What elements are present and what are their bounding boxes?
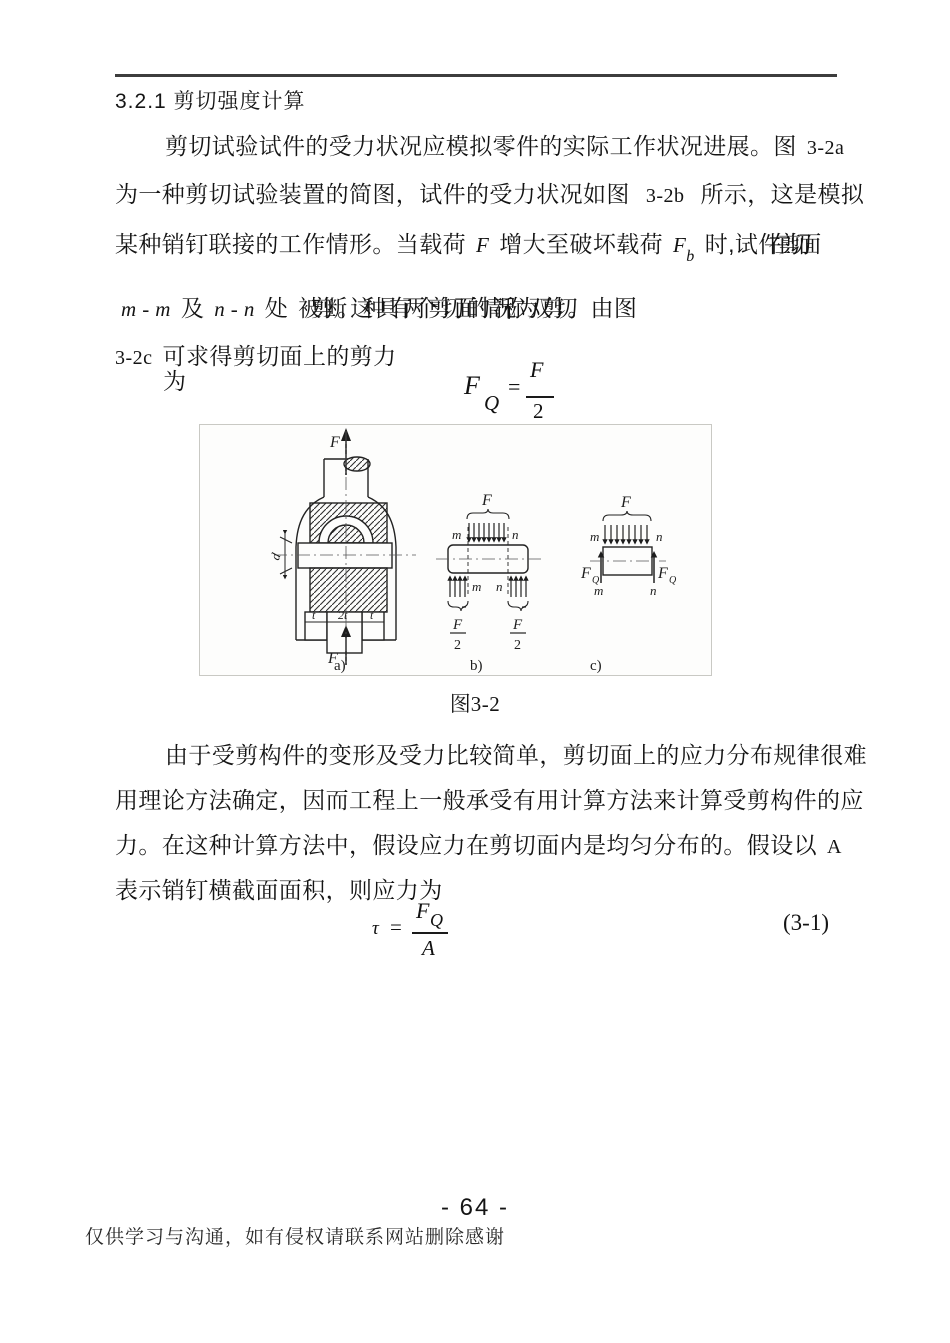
footer-note: 仅供学习与沟通，如有侵权请联系网站删除感谢 bbox=[85, 1227, 506, 1248]
caption-number: 3-2 bbox=[470, 692, 501, 716]
garbled-overlap-text: 件在剪切 bbox=[758, 231, 799, 257]
label-n-top-b: n bbox=[512, 527, 519, 542]
label-FQ-left-sub: Q bbox=[592, 575, 600, 586]
fraction-numerator-Q-subscript: Q bbox=[430, 910, 443, 930]
body-line bbox=[121, 290, 851, 323]
body-text-segment: 某种销钉联接的工作情形。当载荷 bbox=[115, 231, 466, 257]
body-text-segment: 及 bbox=[180, 295, 205, 321]
label-m-bot-c: m bbox=[594, 583, 604, 598]
math-symbol-nn: n - n bbox=[214, 297, 255, 321]
figure-ref: 3-2b bbox=[645, 185, 685, 207]
label-F2-den-right: 2 bbox=[514, 638, 521, 653]
fraction-bar bbox=[412, 932, 448, 934]
body-line bbox=[115, 226, 845, 265]
label-F-bottom-a: F bbox=[328, 650, 338, 667]
label-t-left: t bbox=[312, 608, 316, 622]
figure-3-2-image bbox=[199, 424, 712, 676]
body-text-segment: 由图 bbox=[590, 295, 638, 321]
figure-3-2-drawing bbox=[200, 425, 711, 675]
math-subscript-b: b bbox=[686, 247, 695, 265]
label-FQ-left: F bbox=[581, 565, 591, 582]
figure-caption bbox=[0, 688, 950, 718]
body-line bbox=[115, 782, 864, 815]
formula-F: F bbox=[464, 371, 480, 400]
caption-zh: 图 bbox=[449, 693, 471, 716]
body-text-segment: 所示，这是模拟 bbox=[700, 181, 865, 207]
label-F-c: F bbox=[621, 494, 631, 511]
body-line bbox=[115, 827, 845, 860]
body-text-segment: 为 bbox=[163, 368, 187, 394]
label-FQ-right-sub: Q bbox=[669, 575, 677, 586]
label-2t: 2t bbox=[338, 608, 348, 622]
figure-ref: 3-2a bbox=[806, 137, 845, 159]
fraction-numerator: F bbox=[530, 357, 544, 382]
formula-shear-force bbox=[458, 357, 588, 427]
label-m-top-c: m bbox=[590, 529, 600, 544]
equals-sign: = bbox=[390, 915, 402, 939]
top-rule bbox=[115, 74, 837, 77]
math-symbol-F: F bbox=[476, 233, 490, 257]
formula-tau: τ bbox=[372, 918, 379, 939]
fraction-denominator: 2 bbox=[533, 399, 544, 423]
formula-Q-subscript: Q bbox=[484, 391, 500, 415]
label-d: d bbox=[267, 551, 284, 562]
fraction-bar bbox=[526, 396, 554, 398]
body-text-segment: 由于受剪构件的变形及受力比较简单，剪切面上的应力分布规律很难 bbox=[165, 742, 867, 768]
body-text-segment: 用理论方法确定，因而工程上一般承受有用计算方法来计算受剪构件的应 bbox=[115, 787, 864, 813]
body-text-segment: 为一种剪切试验装置的简图，试件的受力状况如图 bbox=[115, 181, 630, 207]
fraction-numerator-F: F bbox=[416, 898, 430, 923]
label-b: b) bbox=[470, 658, 483, 674]
label-n-top-c: n bbox=[656, 529, 663, 544]
equals-sign: = bbox=[508, 374, 521, 399]
body-line bbox=[115, 128, 845, 161]
math-symbol-mm: m - m bbox=[121, 297, 171, 321]
label-F2-num-right: F bbox=[513, 617, 523, 633]
body-text-segment: 处 bbox=[264, 295, 289, 321]
label-FQ-right: F bbox=[658, 565, 668, 582]
body-text-segment: 可求得剪切面上的剪力 bbox=[162, 343, 397, 369]
label-F2-den-left: 2 bbox=[454, 638, 461, 653]
garbled-overlap-text: 被剪断。这种具有两个剪切面的情况,称为双剪切。 bbox=[298, 295, 581, 321]
label-c: c) bbox=[590, 658, 602, 674]
fraction-denominator-A: A bbox=[422, 936, 435, 960]
math-symbol-Fb: F bbox=[673, 233, 687, 257]
body-text-segment: 剪切试验试件的受力状况应模拟零件的实际工作状况进展。图 bbox=[165, 133, 797, 159]
formula-shear-stress bbox=[368, 898, 528, 968]
subfigure-a bbox=[274, 428, 416, 665]
equation-number: (3-1) bbox=[783, 910, 829, 935]
label-m-top-b: m bbox=[452, 527, 462, 542]
body-text-segment: 面 bbox=[798, 231, 822, 257]
body-text-segment: 增大至破坏载荷 bbox=[499, 231, 664, 257]
label-n-bot-c: n bbox=[650, 583, 657, 598]
section-heading: 3.2.1 剪切强度计算 bbox=[115, 90, 306, 113]
label-t-right: t bbox=[370, 608, 374, 622]
label-m-mid-b: m bbox=[472, 579, 482, 594]
label-a: a) bbox=[334, 658, 346, 674]
body-text-segment: 力。在这种计算方法中，假设应力在剪切面内是均匀分布的。假设以 bbox=[115, 832, 817, 858]
body-text-segment: 时,试 bbox=[704, 231, 759, 257]
label-n-mid-b: n bbox=[496, 579, 503, 594]
subfigure-c bbox=[590, 511, 666, 583]
label-F-b: F bbox=[482, 492, 492, 509]
body-line bbox=[115, 176, 865, 209]
page-number: - 64 - bbox=[440, 1194, 509, 1221]
body-text-segment: 表示销钉横截面面积，则应力为 bbox=[115, 877, 443, 903]
math-symbol-A: A bbox=[827, 836, 842, 858]
label-F2-num-left: F bbox=[453, 617, 463, 633]
label-F-top-a: F bbox=[330, 434, 340, 451]
body-line bbox=[115, 737, 867, 770]
figure-ref: 3-2c bbox=[115, 347, 153, 369]
